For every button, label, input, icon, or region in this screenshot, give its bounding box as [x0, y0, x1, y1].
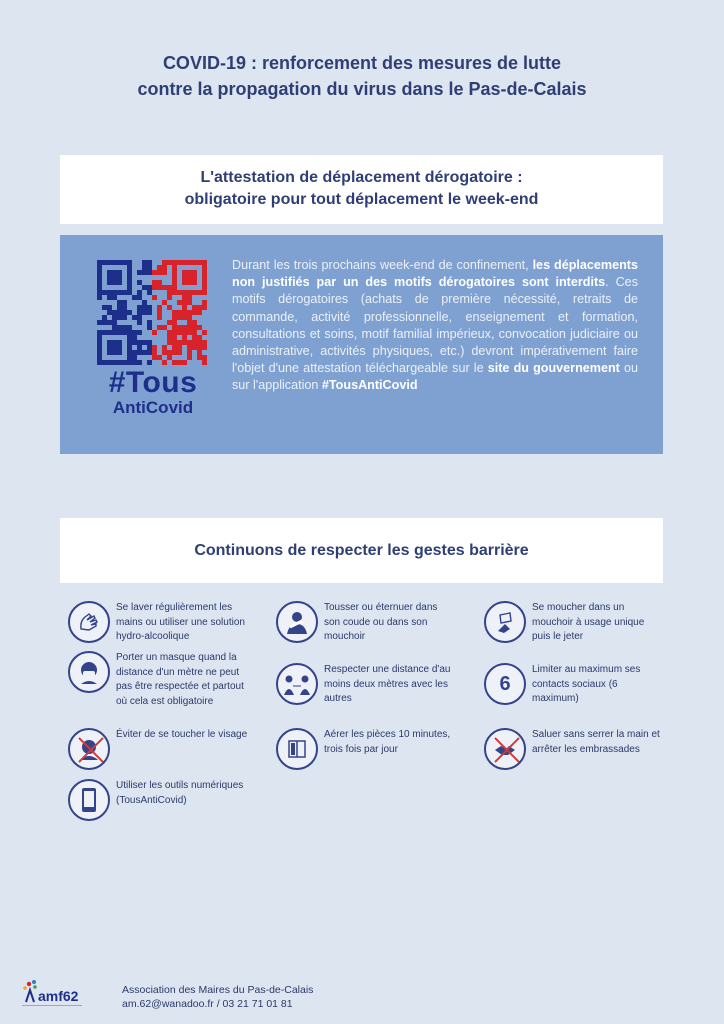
gesture-item [484, 601, 664, 645]
gesture-item [68, 651, 248, 709]
gesture-text: Limiter au maximum ses contacts sociaux (6 maximum) [532, 664, 641, 704]
tissue-icon [484, 601, 526, 643]
para-part5: ou sur l'application [232, 361, 638, 393]
gesture-item [68, 779, 248, 821]
gesture-item [276, 728, 456, 770]
gesture-text: Utiliser les outils numériques (TousAntiCovid) [116, 780, 244, 806]
footer-org-name: Association des Maires du Pas-de-Calais [122, 984, 314, 996]
gestures-title: Continuons de respecter les gestes barrière [194, 542, 529, 559]
page-title-line1: COVID-19 : renforcement des mesures de lutte [162, 53, 562, 73]
para-bold-interdits: les déplacements non justifiés par un des motifs dérogatoires sont interdits [232, 258, 638, 290]
gesture-item [484, 663, 664, 707]
page-title-line2: contre la propagation du virus dans le Pas-de-Calais [137, 79, 587, 99]
gov-site-link[interactable]: site du gouvernement [487, 361, 620, 376]
logo-line1: #Tous [108, 366, 198, 399]
gesture-text: Porter un masque quand la distance d'un mètre ne peut pas être respectée et partout où cela est obligatoire [116, 652, 244, 707]
footer-contact [122, 983, 313, 1011]
cough-elbow-icon [276, 601, 318, 643]
para-part3: . Ces motifs dérogatoires (achats de première nécessité, retraits de commande, activité professionnelle, enseignement et formation, consultations et soins, motif familial impérieux, convocation judiciaire ou administrative, activités physiques, etc.) devront impérativement faire l'objet d'une attestation téléchargeable sur le [232, 275, 638, 376]
gesture-item [68, 601, 248, 645]
gesture-item [484, 728, 664, 770]
gesture-text: Respecter une distance d'au moins deux mètres avec les autres [324, 664, 451, 704]
gesture-text: Se moucher dans un mouchoir à usage unique puis le jeter [532, 602, 645, 642]
smartphone-icon [68, 779, 110, 821]
gesture-text: Éviter de se toucher le visage [116, 729, 248, 740]
no-face-touch-icon [68, 728, 110, 770]
para-part1: Durant les trois prochains week-end de confinement, [232, 258, 533, 272]
gesture-item [276, 663, 456, 707]
distance-icon [276, 663, 318, 705]
gesture-item [276, 601, 456, 645]
six-number: 6 [499, 672, 511, 695]
six-contacts-icon [484, 663, 526, 705]
gesture-text: Aérer les pièces 10 minutes, trois fois par jour [324, 729, 451, 755]
attestation-title-line1: L'attestation de déplacement dérogatoire : [200, 169, 523, 186]
app-name: #TousAntiCovid [321, 378, 418, 393]
gesture-text: Se laver régulièrement les mains ou utiliser une solution hydro-alcoolique [116, 602, 245, 642]
mask-icon [68, 651, 110, 693]
no-handshake-icon [484, 728, 526, 770]
attestation-title-line2: obligatoire pour tout déplacement le week-end [184, 191, 539, 208]
hand-wash-icon [68, 601, 110, 643]
footer-email-phone[interactable]: am.62@wanadoo.fr / 03 21 71 01 81 [122, 998, 293, 1010]
amf62-logo-icon [20, 978, 110, 1008]
logo-text: amf62 [38, 988, 79, 1004]
gesture-text: Saluer sans serrer la main et arrêter les embrassades [532, 729, 660, 755]
logo-line2: AntiCovid [112, 398, 194, 417]
gesture-item [68, 728, 248, 770]
gesture-text: Tousser ou éternuer dans son coude ou dans son mouchoir [324, 602, 438, 642]
window-icon [276, 728, 318, 770]
